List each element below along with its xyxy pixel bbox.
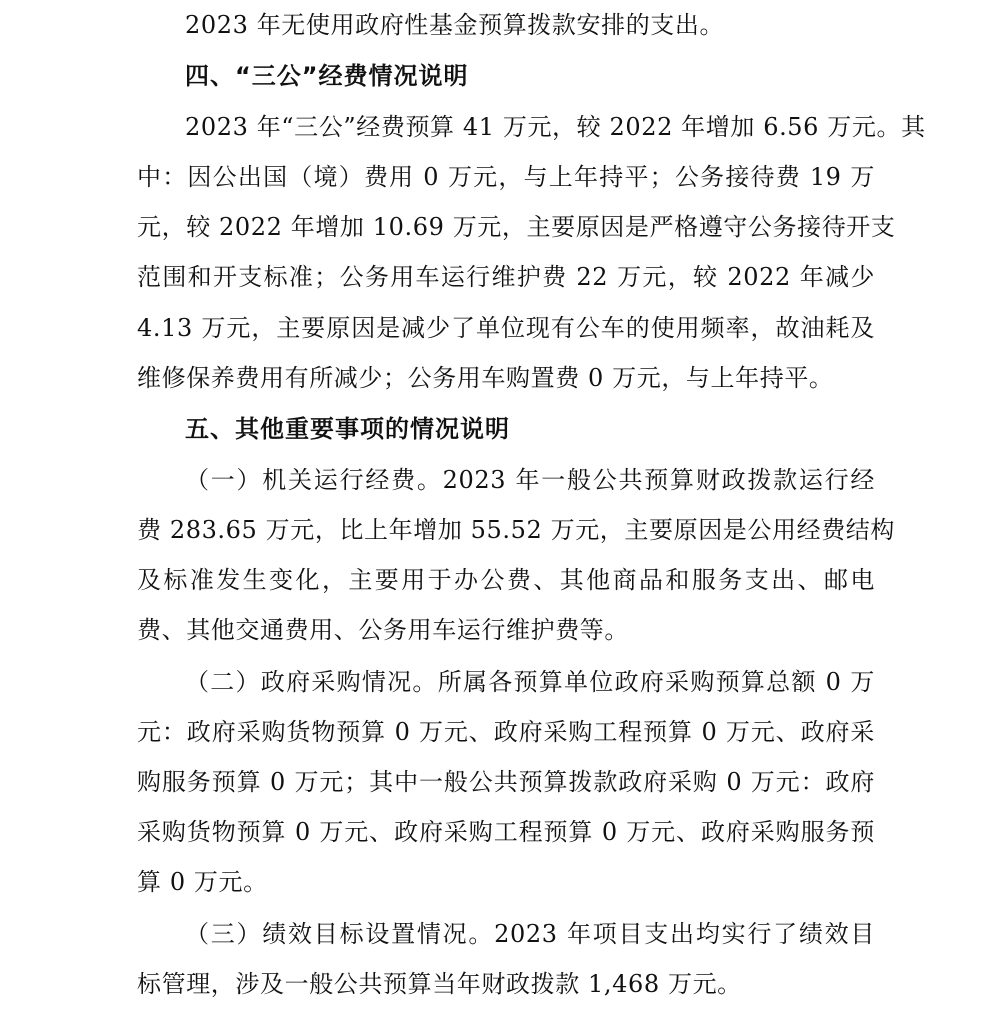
text-line: 费、其他交通费用、公务用车运行维护费等。 bbox=[137, 616, 629, 644]
text-line: 2023 年“三公”经费预算 41 万元，较 2022 年增加 6.56 万元。其 bbox=[185, 113, 926, 141]
text-line: 采购货物预算 0 万元、政府采购工程预算 0 万元、政府采购服务预 bbox=[137, 818, 875, 846]
text-line: （二）政府采购情况。所属各预算单位政府采购预算总额 0 万 bbox=[185, 668, 875, 696]
section-heading-other-matters: 五、其他重要事项的情况说明 bbox=[185, 415, 510, 443]
text-line: （三）绩效目标设置情况。2023 年项目支出均实行了绩效目 bbox=[185, 920, 875, 948]
text-line: 维修保养费用有所减少；公务用车购置费 0 万元，与上年持平。 bbox=[137, 364, 834, 392]
text-line: 2023 年无使用政府性基金预算拨款安排的支出。 bbox=[185, 11, 725, 39]
text-line: 算 0 万元。 bbox=[137, 868, 268, 896]
text-line: 4.13 万元，主要原因是减少了单位现有公车的使用频率，故油耗及 bbox=[137, 314, 875, 342]
text-line: 元，较 2022 年增加 10.69 万元，主要原因是严格遵守公务接待开支 bbox=[137, 213, 896, 241]
text-line: 中：因公出国（境）费用 0 万元，与上年持平；公务接待费 19 万 bbox=[137, 163, 875, 191]
text-line: 元：政府采购货物预算 0 万元、政府采购工程预算 0 万元、政府采 bbox=[137, 718, 875, 746]
text-line: 标管理，涉及一般公共预算当年财政拨款 1,468 万元。 bbox=[137, 970, 742, 998]
text-line: 购服务预算 0 万元；其中一般公共预算拨款政府采购 0 万元：政府 bbox=[137, 768, 875, 796]
text-line: （一）机关运行经费。2023 年一般公共预算财政拨款运行经 bbox=[185, 466, 875, 494]
text-line: 及标准发生变化，主要用于办公费、其他商品和服务支出、邮电 bbox=[137, 566, 875, 594]
text-line: 费 283.65 万元，比上年增加 55.52 万元，主要原因是公用经费结构 bbox=[137, 516, 895, 544]
text-line: 范围和开支标准；公务用车运行维护费 22 万元，较 2022 年减少 bbox=[137, 263, 875, 291]
section-heading-three-public-expenses: 四、“三公”经费情况说明 bbox=[185, 62, 469, 90]
